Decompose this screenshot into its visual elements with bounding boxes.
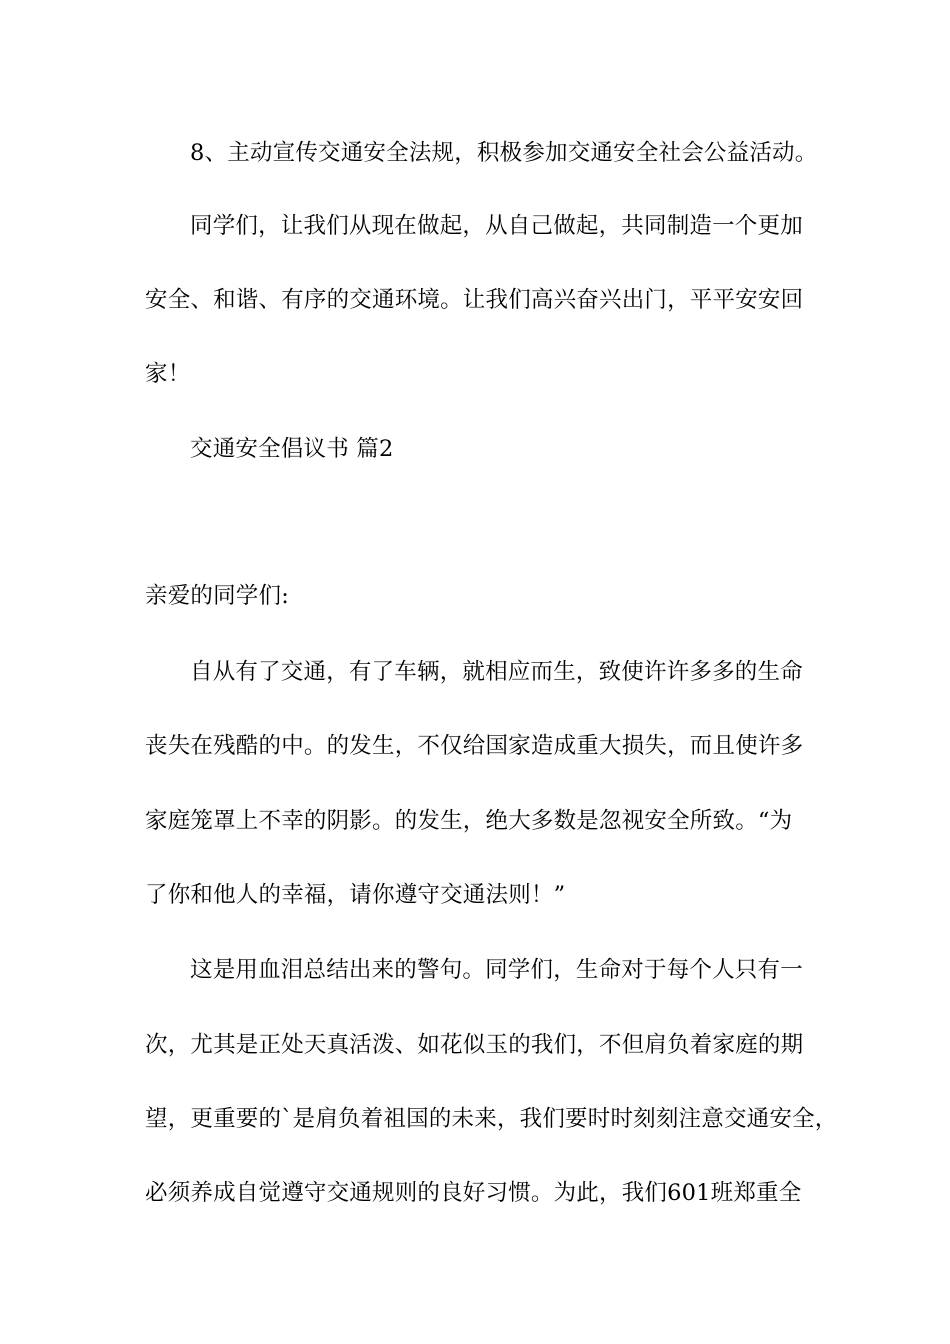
section-heading: 交通安全倡议书 篇2 xyxy=(190,436,394,462)
paragraph-line: 家！ xyxy=(145,361,191,387)
paragraph-line: 望，更重要的`是肩负着祖国的未来，我们要时时刻刻注意交通安全， xyxy=(145,1106,838,1132)
paragraph-line: 自从有了交通，有了车辆，就相应而生，致使许许多多的生命 xyxy=(190,659,803,685)
paragraph-line: 安全、和谐、有序的交通环境。让我们高兴奋兴出门，平平安安回 xyxy=(145,287,804,313)
paragraph-line: 必须养成自觉遵守交通规则的良好习惯。为此，我们601班郑重全 xyxy=(145,1180,802,1206)
paragraph-line: 次，尤其是正处天真活泼、如花似玉的我们，不但肩负着家庭的期 xyxy=(145,1032,804,1058)
paragraph-line: 家庭笼罩上不幸的阴影。的发生，绝大多数是忽视安全所致。“为 xyxy=(145,808,793,834)
paragraph-line: 这是用血泪总结出来的警句。同学们，生命对于每个人只有一 xyxy=(190,957,803,983)
salutation: 亲爱的同学们: xyxy=(145,583,289,609)
paragraph-line: 同学们，让我们从现在做起，从自己做起，共同制造一个更加 xyxy=(190,213,803,239)
paragraph-line: 丧失在残酷的中。的发生，不仅给国家造成重大损失，而且使许多 xyxy=(145,733,804,759)
paragraph-line: 8、主动宣传交通安全法规，积极参加交通安全社会公益活动。 xyxy=(190,140,818,166)
paragraph-line: 了你和他人的幸福，请你遵守交通法则！” xyxy=(145,882,566,908)
